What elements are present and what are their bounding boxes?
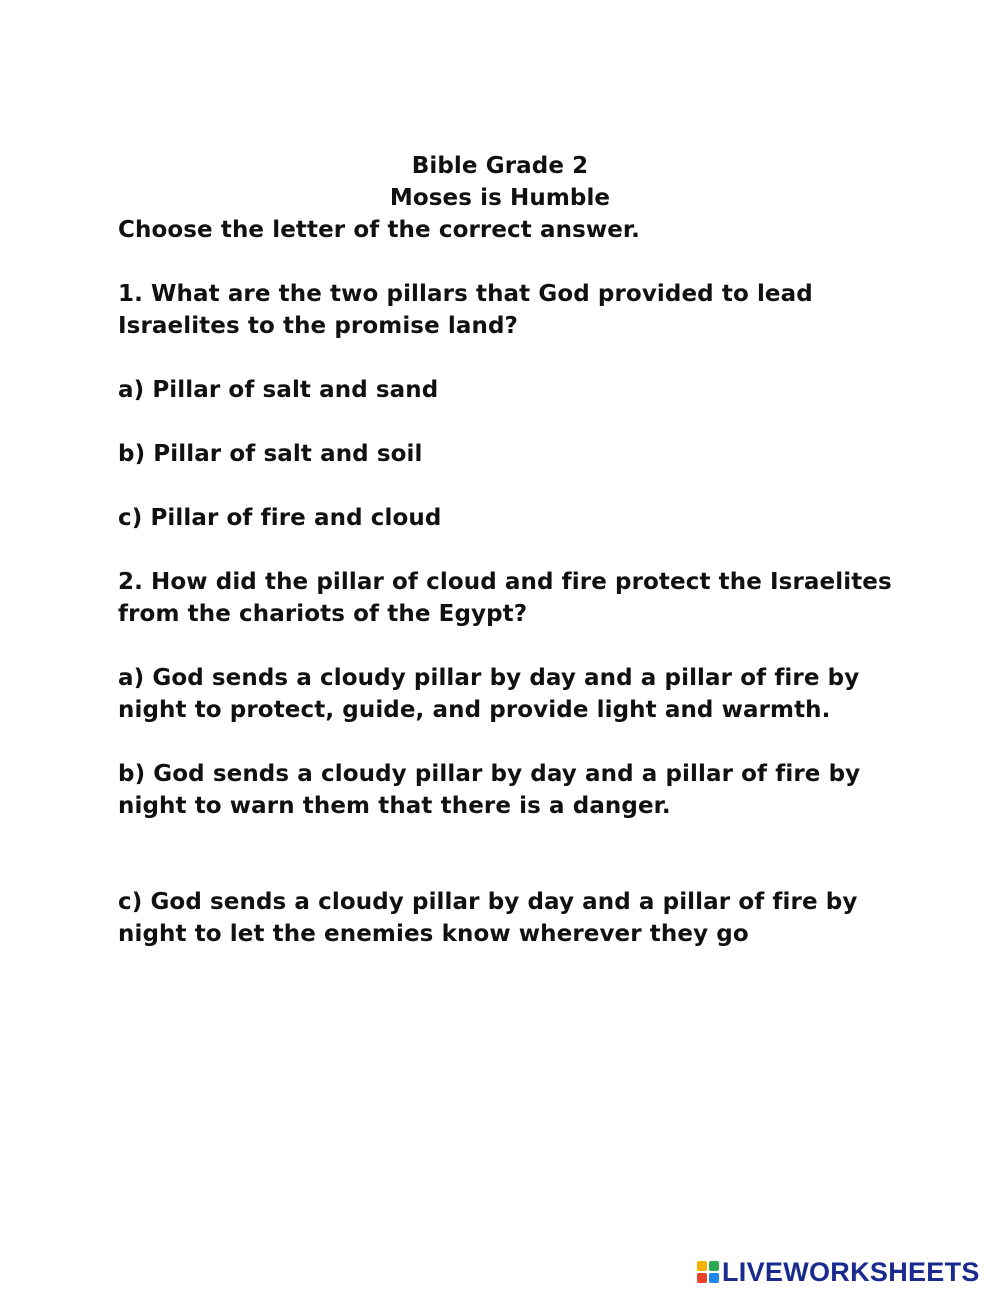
question-2-option-c-line-2[interactable]: night to let the enemies know wherever they go <box>118 921 749 947</box>
question-1-option-c[interactable]: c) Pillar of fire and cloud <box>118 505 442 531</box>
brand-name: LIVEWORKSHEETS <box>722 1256 980 1287</box>
question-2-option-a-line-1[interactable]: a) God sends a cloudy pillar by day and a pillar of fire by <box>118 665 860 691</box>
logo-square-icon <box>697 1273 707 1283</box>
liveworksheets-logo <box>697 1255 980 1289</box>
question-1-option-b[interactable]: b) Pillar of salt and soil <box>118 441 423 467</box>
question-1-option-a[interactable]: a) Pillar of salt and sand <box>118 377 439 403</box>
question-1-line-1: 1. What are the two pillars that God provided to lead <box>118 281 813 307</box>
logo-square-icon <box>709 1273 719 1283</box>
logo-grid-icon <box>697 1261 719 1283</box>
question-2-option-c-line-1[interactable]: c) God sends a cloudy pillar by day and a pillar of fire by <box>118 889 858 915</box>
logo-square-icon <box>697 1261 707 1271</box>
worksheet-title: Bible Grade 2 <box>411 153 589 179</box>
question-2-line-2: from the chariots of the Egypt? <box>118 601 528 627</box>
worksheet-subtitle: Moses is Humble <box>389 185 611 211</box>
question-2-option-b-line-1[interactable]: b) God sends a cloudy pillar by day and a pillar of fire by <box>118 761 861 787</box>
logo-square-icon <box>709 1261 719 1271</box>
question-2-option-a-line-2[interactable]: night to protect, guide, and provide light and warmth. <box>118 697 831 723</box>
question-2-option-b-line-2[interactable]: night to warn them that there is a danger. <box>118 793 671 819</box>
instruction-text: Choose the letter of the correct answer. <box>118 217 640 243</box>
question-2-line-1: 2. How did the pillar of cloud and fire protect the Israelites <box>118 569 892 595</box>
question-1-line-2: Israelites to the promise land? <box>118 313 518 339</box>
